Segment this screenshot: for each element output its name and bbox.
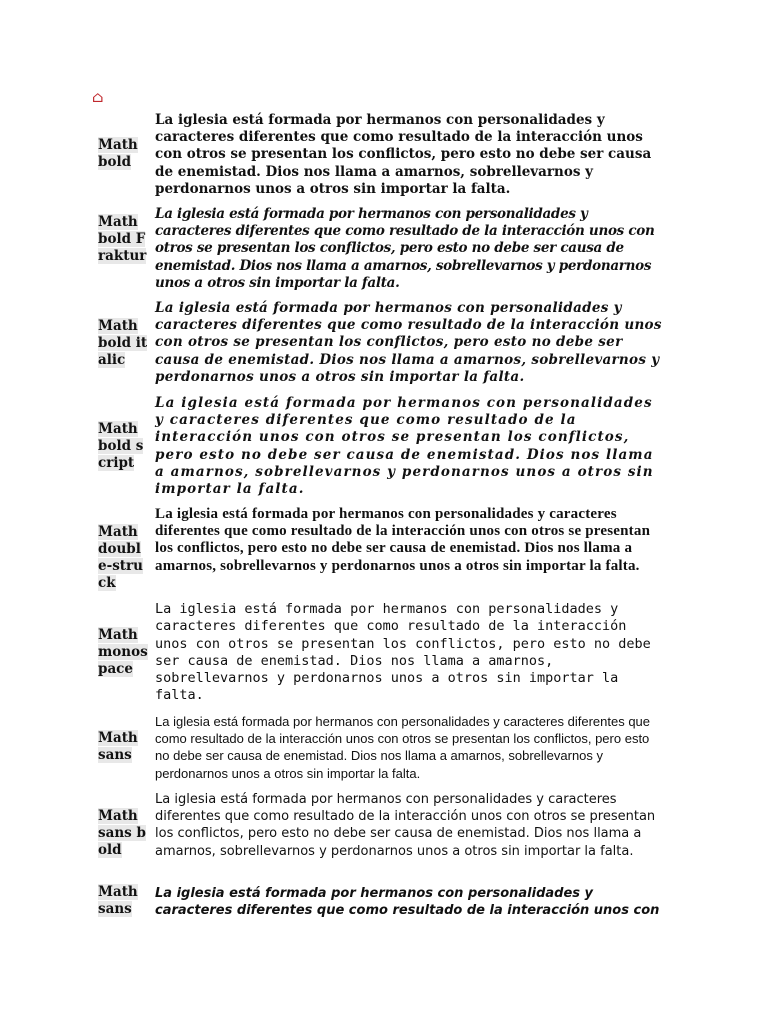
row-text-math-double-struck: La iglesia está formada por hermanos con personalidades y caracteres diferentes que como resultado de la interacción unos con otros se presentan los conflictos, pero esto no debe ser causa de enemistad. Dios nos llama a amarnos, sobrellevarnos y perdonarnos unos a otros sin importar la falta. [155, 506, 651, 574]
row-label-math-double-struck: Math double-struck [98, 524, 143, 591]
row-label-math-sans-bold: Math sans bold [98, 808, 146, 858]
row-label-math-bold-fraktur: Math bold Fraktur [98, 214, 147, 264]
home-icon[interactable]: ⌂ [92, 88, 104, 106]
row-text-math-sans-bold: La iglesia está formada por hermanos con personalidades y caracteres diferentes que como resultado de la interacción unos con otros se presentan los conflictos, pero esto no debe ser causa de enemistad. Dios nos llama a amarnos, sobrellevarnos y perdonarnos unos a otros sin importar la falta. [155, 792, 656, 859]
row-text-math-bold-fraktur: La iglesia está formada por hermanos con personalidades y caracteres diferentes que como resultado de la interacción unos con otros se presentan los conflictos, pero esto no debe ser causa de enemistad. Dios nos llama a amarnos, sobrellevarnos y perdonarnos unos a otros sin importar la falta. [155, 206, 655, 291]
row-label-math-bold-italic: Math bold italic [98, 318, 148, 368]
row-text-math-bold-script: La iglesia está formada por hermanos con personalidades y caracteres diferentes que como resultado de la interacción unos con otros se presentan los conflictos, pero esto no debe ser causa de enemistad. Dios nos llama a amarnos, sobrellevarnos y perdonarnos unos a otros sin importar la falta. [155, 395, 654, 498]
row-label-math-sans: Math sans [98, 730, 138, 763]
row-text-math-bold-italic: La iglesia está formada por hermanos con personalidades y caracteres diferentes que como resultado de la interacción unos con otros se presentan los conflictos, pero esto no debe ser causa de enemistad. Dios nos llama a amarnos, sobrellevarnos y perdonarnos unos a otros sin importar la falta. [155, 300, 662, 385]
row-label-math-bold: Math bold [98, 137, 138, 170]
row-label-math-bold-script: Math bold script [98, 421, 144, 471]
row-text-math-sans: La iglesia está formada por hermanos con personalidades y caracteres diferentes que como resultado de la interacción unos con otros se presentan los conflictos, pero esto no debe ser causa de enemistad. Dios nos llama a amarnos, sobrellevarnos y perdonarnos unos a otros sin importar la falta. [155, 714, 651, 781]
row-text-math-monospace: La iglesia está formada por hermanos con personalidades y caracteres diferentes que como resultado de la interacción unos con otros se presentan los conflictos, pero esto no debe ser causa de enemistad. Dios nos llama a amarnos, sobrellevarnos y perdonarnos unos a otros sin importar la falta. [155, 601, 651, 704]
row-text-math-bold: La iglesia está formada por hermanos con personalidades y caracteres diferentes que como resultado de la interacción unos con otros se presentan los conflictos, pero esto no debe ser causa de enemistad. Dios nos llama a amarnos, sobrellevarnos y perdonarnos unos a otros sin importar la falta. [155, 112, 652, 197]
row-label-math-sans-bold-italic: Math sans [98, 884, 138, 917]
row-text-math-sans-bold-italic: La iglesia está formada por hermanos con personalidades y caracteres diferentes que como resultado de la interacción unos con [155, 886, 660, 919]
row-label-math-monospace: Math monospace [98, 627, 148, 677]
